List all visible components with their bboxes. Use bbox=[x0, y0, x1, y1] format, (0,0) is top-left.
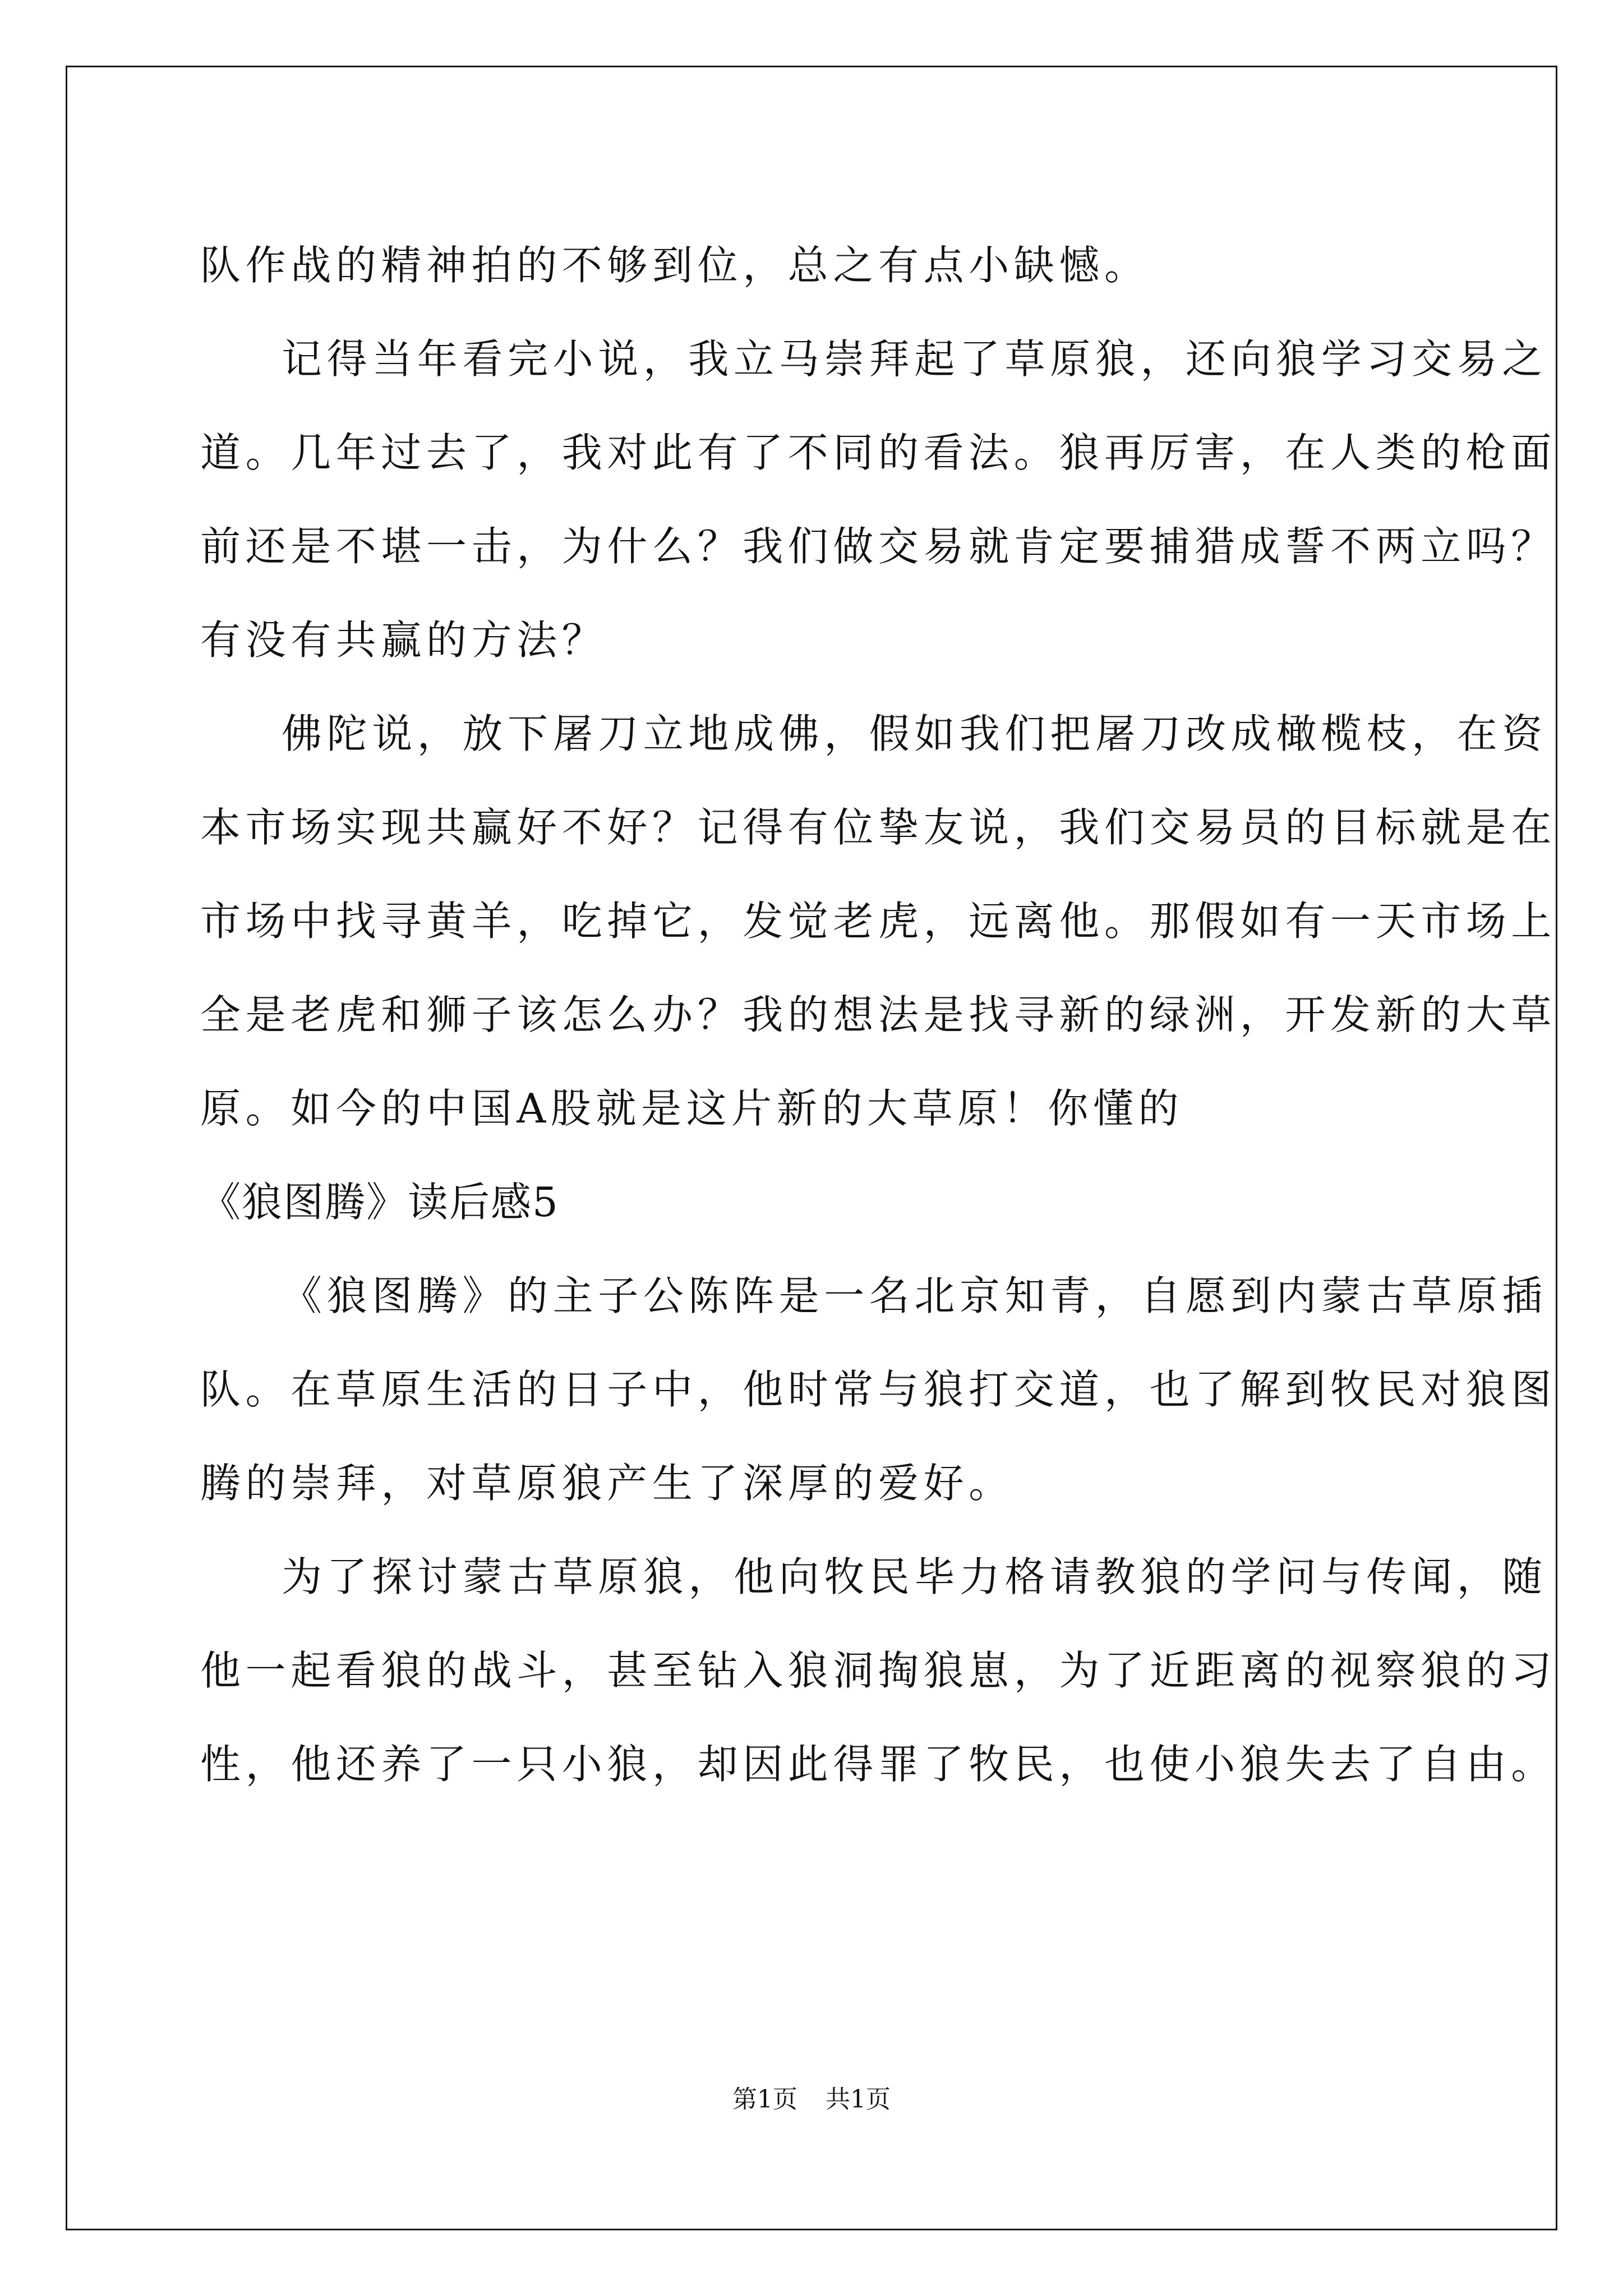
section-heading: 《狼图腾》读后感5 bbox=[200, 1179, 559, 1226]
text-line: 市场中找寻黄羊，吃掉它，发觉老虎，远离他。那假如有一天市场上 bbox=[200, 898, 1557, 945]
page-number: 第1页 bbox=[732, 2085, 797, 2114]
text-line: 队作战的精神拍的不够到位，总之有点小缺憾。 bbox=[200, 242, 1150, 289]
text-line: 他一起看狼的战斗，甚至钻入狼洞掏狼崽，为了近距离的视察狼的习 bbox=[200, 1647, 1557, 1694]
page-total: 共1页 bbox=[826, 2085, 891, 2114]
text-line: 原。如今的中国A股就是这片新的大草原！你懂的 bbox=[200, 1085, 1184, 1132]
paragraph-line-indented: 记得当年看完小说，我立马崇拜起了草原狼，还向狼学习交易之 bbox=[282, 335, 1547, 383]
paragraph-line-indented: 佛陀说，放下屠刀立地成佛，假如我们把屠刀改成橄榄枝，在资 bbox=[282, 710, 1547, 757]
text-line: 本市场实现共赢好不好？记得有位挚友说，我们交易员的目标就是在 bbox=[200, 804, 1557, 851]
document-body bbox=[200, 219, 1557, 1811]
paragraph-line-indented: 为了探讨蒙古草原狼，他向牧民毕力格请教狼的学问与传闻，随 bbox=[282, 1553, 1547, 1600]
text-line: 性，他还养了一只小狼，却因此得罪了牧民，也使小狼失去了自由。 bbox=[200, 1741, 1557, 1788]
page-footer bbox=[0, 2083, 1623, 2116]
text-line: 腾的崇拜，对草原狼产生了深厚的爱好。 bbox=[200, 1460, 1014, 1507]
text-line: 有没有共赢的方法？ bbox=[200, 616, 607, 664]
paragraph-line-indented: 《狼图腾》的主子公陈阵是一名北京知青，自愿到内蒙古草原插 bbox=[282, 1272, 1547, 1319]
text-line: 队。在草原生活的日子中，他时常与狼打交道，也了解到牧民对狼图 bbox=[200, 1366, 1557, 1413]
text-line: 全是老虎和狮子该怎么办？我的想法是找寻新的绿洲，开发新的大草 bbox=[200, 991, 1557, 1038]
text-line: 前还是不堪一击，为什么？我们做交易就肯定要捕猎成誓不两立吗？ bbox=[200, 523, 1557, 570]
text-line: 道。几年过去了，我对此有了不同的看法。狼再厉害，在人类的枪面 bbox=[200, 429, 1557, 476]
